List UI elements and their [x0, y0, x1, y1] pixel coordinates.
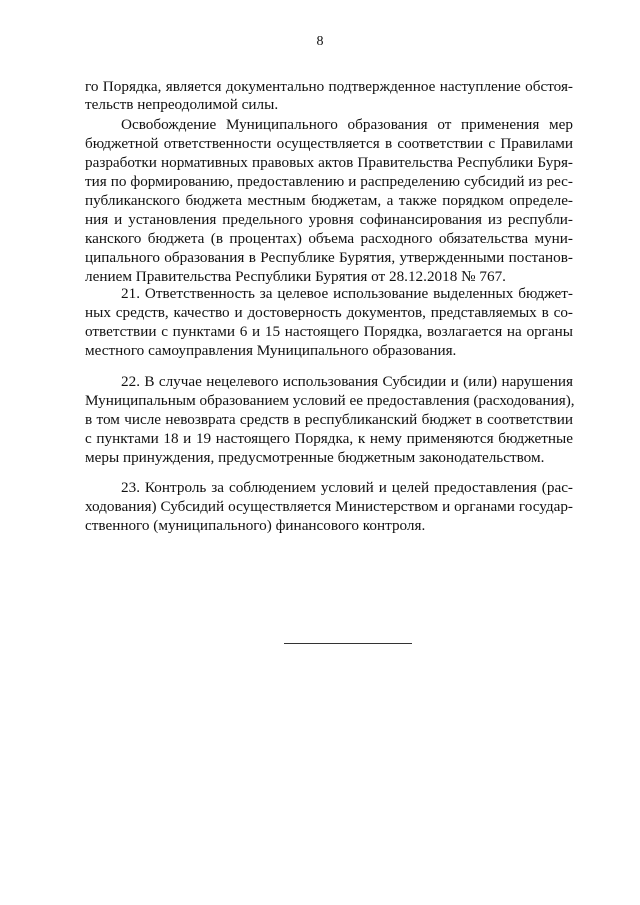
text-line: разработки нормативных правовых актов Правительства Республики Буря- [85, 154, 573, 171]
closing-divider [284, 643, 412, 644]
text-line: ципального образования в Республике Бурятия, утвержденными постанов- [85, 249, 573, 266]
text-line: тельств непреодолимой силы. [85, 96, 279, 113]
text-line: Муниципальным образованием условий ее предоставления (расходования), [85, 392, 575, 409]
text-line: ния и установления предельного уровня софинансирования из республи- [85, 211, 573, 228]
page-number: 8 [316, 34, 324, 49]
text-line: ных средств, качество и достоверность документов, представляемых в со- [85, 304, 573, 321]
text-line: местного самоуправления Муниципального образования. [85, 342, 457, 359]
text-line: 23. Контроль за соблюдением условий и целей предоставления (рас- [121, 479, 573, 496]
text-line: ответствии с пунктами 6 и 15 настоящего Порядка, возлагается на органы [85, 323, 573, 340]
text-line: меры принуждения, предусмотренные бюджетным законодательством. [85, 449, 545, 466]
text-line: публиканского бюджета местным бюджетам, а также порядком определе- [85, 192, 573, 209]
text-line: ходования) Субсидий осуществляется Министерством и органами государ- [85, 498, 573, 515]
text-line: бюджетной ответственности осуществляется в соответствии с Правилами [85, 135, 573, 152]
text-line: в том числе невозврата средств в республиканский бюджет в соответствии [85, 411, 573, 428]
text-line: канского бюджета (в процентах) объема расходного обязательства муни- [85, 230, 573, 247]
text-line: лением Правительства Республики Бурятия от 28.12.2018 № 767. [85, 268, 506, 285]
text-line: 21. Ответственность за целевое использование выделенных бюджет- [121, 285, 573, 302]
text-line: с пунктами 18 и 19 настоящего Порядка, к нему применяются бюджетные [85, 430, 573, 447]
text-line: Освобождение Муниципального образования от применения мер [121, 116, 573, 133]
text-line: тия по формированию, предоставлению и распределению субсидий из рес- [85, 173, 573, 190]
text-line: ственного (муниципального) финансового контроля. [85, 517, 426, 534]
text-line: го Порядка, является документально подтвержденное наступление обстоя- [85, 78, 573, 95]
text-line: 22. В случае нецелевого использования Субсидии и (или) нарушения [121, 373, 573, 390]
